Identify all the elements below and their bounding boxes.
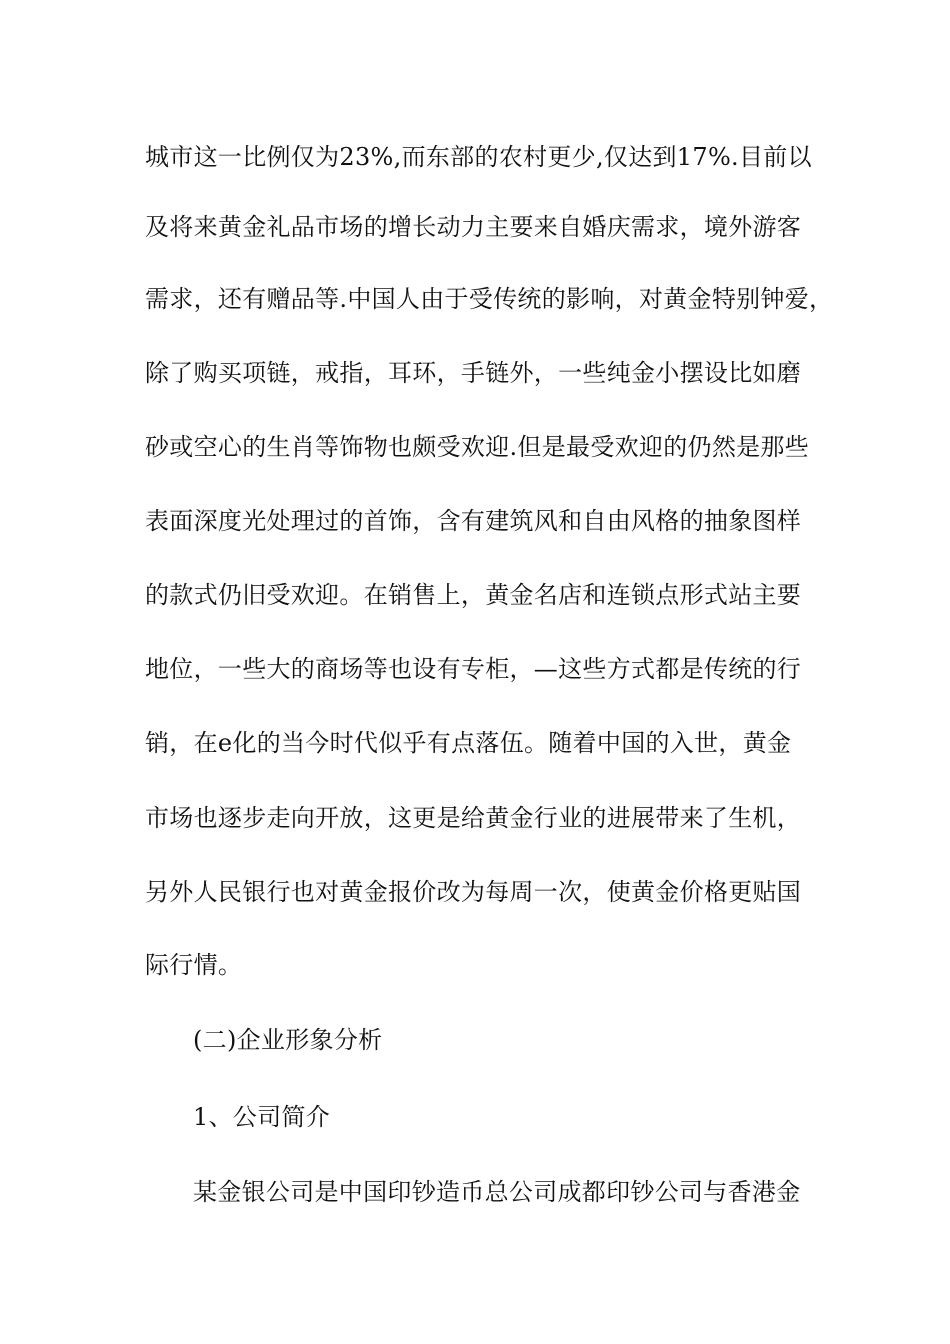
body-text-line: 城市这一比例仅为23%,而东部的农村更少,仅达到17%.目前以 — [145, 143, 812, 171]
body-text-line: 需求，还有赠品等.中国人由于受传统的影响，对黄金特别钟爱， — [145, 285, 834, 313]
body-text-line: 除了购买项链，戒指，耳环，手链外，一些纯金小摆设比如磨 — [145, 359, 802, 387]
paragraph-first-line: 某金银公司是中国印钞造币总公司成都印钞公司与香港金 — [193, 1178, 801, 1206]
body-text-line: 市场也逐步走向开放，这更是给黄金行业的进展带来了生机， — [145, 804, 802, 832]
body-text-line: 表面深度光处理过的首饰，含有建筑风和自由风格的抽象图样 — [145, 507, 802, 535]
body-text-line: 另外人民银行也对黄金报价改为每周一次，使黄金价格更贴国 — [145, 878, 802, 906]
body-text-line: 销，在e化的当今时代似乎有点落伍。随着中国的入世，黄金 — [145, 729, 792, 757]
body-text-line: 地位，一些大的商场等也设有专柜，—这些方式都是传统的行 — [145, 655, 802, 683]
subsection-heading: 1、公司简介 — [193, 1103, 331, 1131]
body-text-line: 的款式仍旧受欢迎。在销售上，黄金名店和连锁点形式站主要 — [145, 581, 802, 609]
body-text-line: 际行情。 — [145, 951, 243, 979]
body-text-line: 及将来黄金礼品市场的增长动力主要来自婚庆需求，境外游客 — [145, 213, 802, 241]
body-text-line: 砂或空心的生肖等饰物也颇受欢迎.但是最受欢迎的仍然是那些 — [145, 433, 810, 461]
section-heading: (二)企业形象分析 — [193, 1026, 383, 1054]
